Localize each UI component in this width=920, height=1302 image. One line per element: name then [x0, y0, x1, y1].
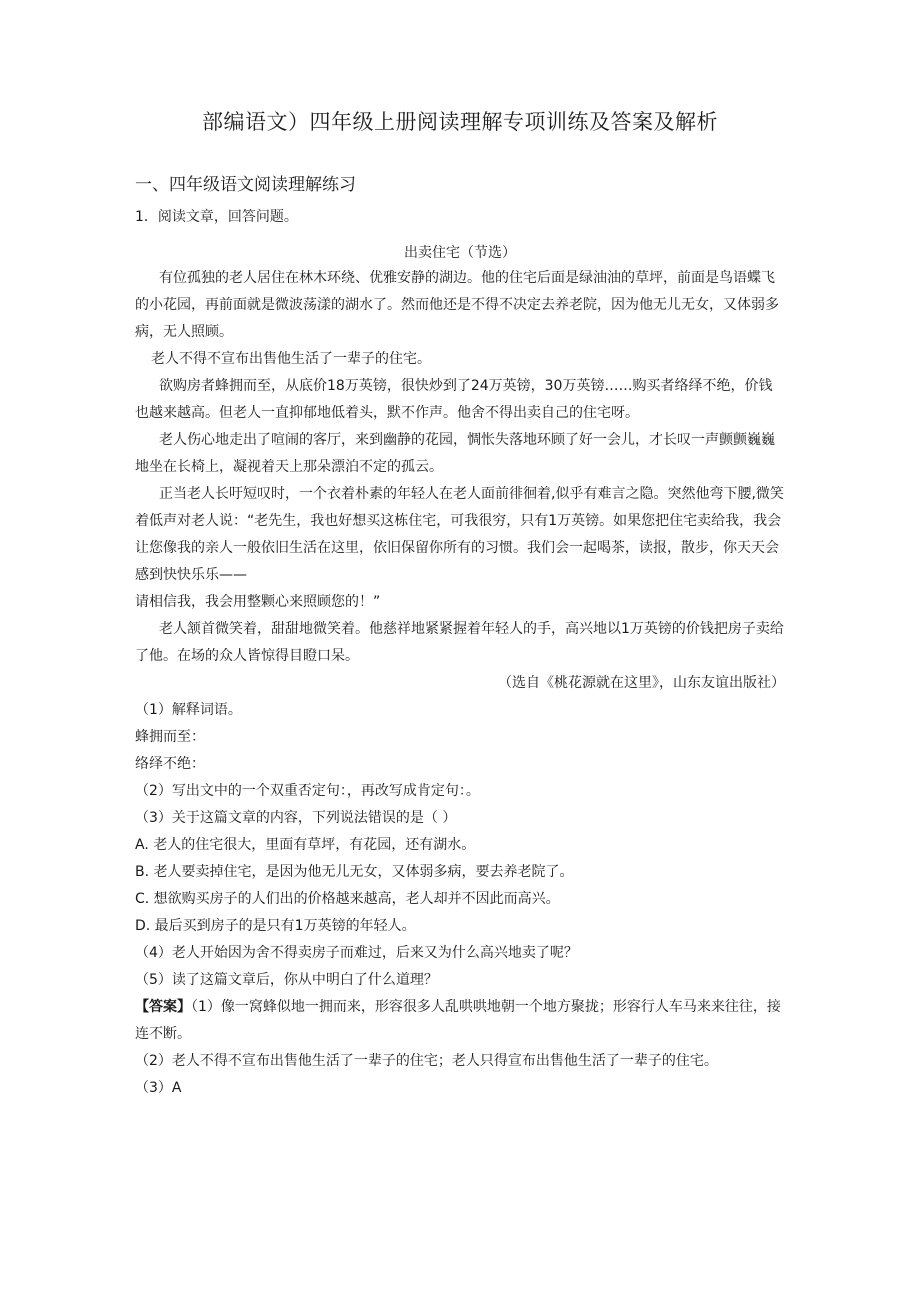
question-line: （5）读了这篇文章后，你从中明白了什么道理？: [135, 972, 438, 988]
section-heading: 一、四年级语文阅读理解练习: [135, 175, 356, 195]
paragraph: 老人不得不宣布出售他生活了一辈子的住宅。: [151, 351, 431, 367]
answer-line: （2）老人不得不宣布出售他生活了一辈子的住宅；老人只得宣布出售他生活了一辈子的住宅。: [135, 1053, 718, 1069]
document-body: [135, 265, 785, 1102]
question-intro: 1．阅读文章，回答问题。: [135, 209, 298, 225]
answer-line: [135, 994, 785, 1048]
paragraph: 老人伤心地走出了喧闹的客厅，来到幽静的花园，惆怅失落地环顾了好一会儿，才长叹一声颤颤巍巍地坐在长椅上，凝视着天上那朵漂泊不定的孤云。: [135, 432, 775, 475]
paragraph: 请相信我，我会用整颗心来照顾您的！”: [135, 594, 381, 610]
question-line: 络绎不绝：: [135, 756, 205, 772]
question-line: 蜂拥而至：: [135, 729, 205, 745]
paragraph: 正当老人长吁短叹时，一个衣着朴素的年轻人在老人面前徘徊着,似乎有难言之隐。突然他弯下腰,微笑着低声对老人说：“老先生，我也好想买这栋住宅，可我很穷，只有1万英镑。如果您把住宅卖给我，我会让您像我的亲人一般依旧生活在这里，依旧保留你所有的习惯。我们会一起喝茶，读报，散步，你天天会感到快快乐乐——: [135, 486, 784, 583]
article-title: 出卖住宅（节选）: [404, 245, 516, 261]
answer-label: 【答案】: [135, 999, 191, 1015]
answer-text: （1）像一窝蜂似地一拥而来，形容很多人乱哄哄地朝一个地方聚拢；形容行人车马来来往往，接连不断。: [135, 999, 781, 1042]
page-title: 部编语文）四年级上册阅读理解专项训练及答案及解析: [202, 110, 718, 134]
question-line: （3）关于这篇文章的内容，下列说法错误的是（ ）: [135, 810, 457, 826]
paragraph: 老人颔首微笑着，甜甜地微笑着。他慈祥地紧紧握着年轻人的手，高兴地以1万英镑的价钱把房子卖给了他。在场的众人皆惊得目瞪口呆。: [135, 621, 784, 664]
answer-line: （3）A: [135, 1080, 182, 1096]
source-citation: （选自《桃花源就在这里》，山东友谊出版社）: [498, 675, 785, 691]
question-line: （1）解释词语。: [135, 702, 242, 718]
option-a: A. 老人的住宅很大，里面有草坪，有花园，还有湖水。: [135, 837, 476, 853]
option-b: B. 老人要卖掉住宅，是因为他无儿无女，又体弱多病，要去养老院了。: [135, 864, 574, 880]
paragraph: 有位孤独的老人居住在林木环绕、优雅安静的湖边。他的住宅后面是绿油油的草坪，前面是鸟语蝶飞的小花园，再前面就是微波荡漾的湖水了。然而他还是不得不决定去养老院，因为他无儿无女，又体弱多病，无人照顾。: [135, 270, 779, 340]
question-line: （2）写出文中的一个双重否定句：，再改写成肯定句：。: [135, 783, 480, 799]
option-d: D. 最后买到房子的是只有1万英镑的年轻人。: [135, 918, 416, 934]
question-line: （4）老人开始因为舍不得卖房子而难过，后来又为什么高兴地卖了呢？: [135, 945, 578, 961]
paragraph: 欲购房者蜂拥而至，从底价18万英镑，很快炒到了24万英镑，30万英镑……购买者络绎不绝，价钱也越来越高。但老人一直抑郁地低着头，默不作声。他舍不得出卖自己的住宅呀。: [135, 378, 773, 421]
option-c: C. 想欲购买房子的人们出的价格越来越高，老人却并不因此而高兴。: [135, 891, 560, 907]
